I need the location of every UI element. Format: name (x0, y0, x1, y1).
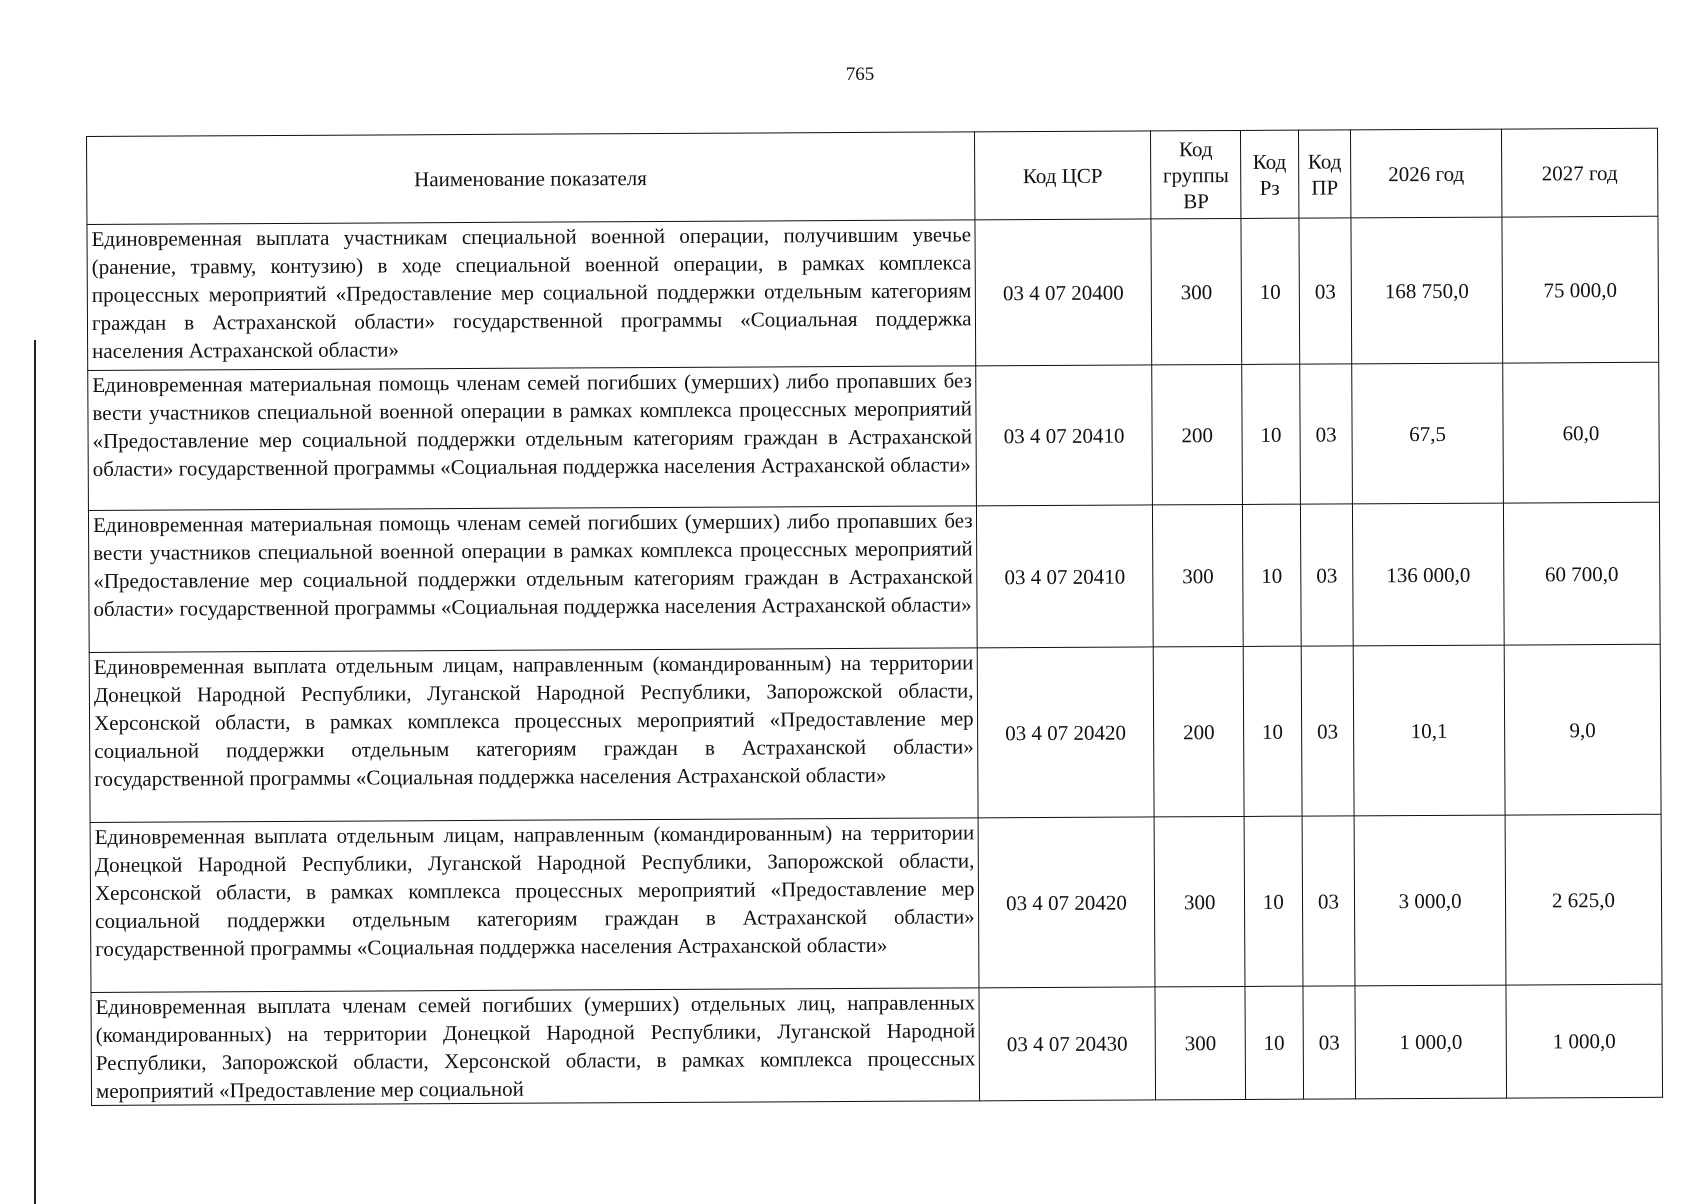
cell-csr: 03 4 07 20420 (978, 817, 1156, 988)
cell-pr: 03 (1302, 816, 1355, 986)
cell-2026: 168 750,0 (1351, 217, 1502, 364)
cell-2026: 136 000,0 (1353, 503, 1504, 646)
cell-pr: 03 (1303, 986, 1356, 1099)
cell-2027: 1 000,0 (1506, 984, 1663, 1098)
cell-2027: 60,0 (1503, 362, 1660, 503)
cell-2027: 2 625,0 (1505, 814, 1662, 985)
cell-2026: 10,1 (1353, 645, 1505, 816)
table-row (89, 644, 1661, 822)
cell-pr: 03 (1301, 646, 1354, 816)
header-csr: Код ЦСР (974, 131, 1151, 220)
table-row (90, 814, 1662, 992)
budget-table-container (86, 128, 1663, 1106)
cell-vr: 300 (1155, 816, 1245, 986)
scan-margin-line (34, 340, 36, 1204)
cell-rz: 10 (1241, 218, 1300, 364)
header-2027: 2027 год (1501, 128, 1658, 217)
cell-vr: 300 (1151, 218, 1241, 364)
cell-csr: 03 4 07 20410 (976, 505, 1154, 648)
cell-pr: 03 (1300, 504, 1353, 646)
table-row (88, 362, 1660, 510)
table-row (87, 216, 1659, 370)
budget-table (86, 128, 1663, 1106)
cell-2026: 1 000,0 (1355, 985, 1506, 1099)
cell-csr: 03 4 07 20420 (977, 647, 1155, 818)
cell-csr: 03 4 07 20400 (975, 219, 1153, 366)
cell-2027: 75 000,0 (1502, 216, 1659, 363)
cell-name: Единовременная выплата членам семей погибших (умерших) отдельных лиц, направленных (командированных) на территории Донецкой Народной Республики, Луганской Народной Республики, Запорожской области, Херсонской области, в рамках комплекса процессных мероприятий «Предоставление мер социальной (91, 988, 979, 1106)
cell-vr: 300 (1155, 986, 1245, 1099)
header-2026: 2026 год (1351, 129, 1502, 218)
cell-csr: 03 4 07 20430 (979, 987, 1156, 1101)
header-rz: Код Рз (1240, 130, 1298, 218)
cell-vr: 200 (1152, 364, 1242, 504)
cell-rz: 10 (1244, 816, 1303, 986)
cell-2027: 9,0 (1504, 644, 1661, 815)
cell-name: Единовременная материальная помощь членам семей погибших (умерших) либо пропавших без вести участников специальной военной операции в рамках комплекса процессных мероприятий «Предоставление мер социальной поддержки отдельным категориям граждан в Астраханской области» государственной программы «Социальная поддержка населения Астраханской области» (88, 506, 976, 653)
cell-name: Единовременная выплата участникам специальной военной операции, получившим увечье (ранение, травму, контузию) в ходе специальной военной операции, в рамках комплекса процессных мероприятий «Предоставление мер социальной поддержки отдельным категориям граждан в Астраханской области» государственной программы «Социальная поддержка населения Астраханской области» (87, 220, 975, 371)
cell-vr: 200 (1154, 646, 1244, 816)
cell-pr: 03 (1300, 364, 1353, 504)
header-name: Наименование показателя (87, 132, 975, 225)
cell-name: Единовременная выплата отдельным лицам, направленным (командированным) на территории Донецкой Народной Республики, Луганской Народной Республики, Запорожской области, Херсонской области, в рамках комплекса процессных мероприятий «Предоставление мер социальной поддержки отдельным категориям граждан в Астраханской области» государственной программы «Социальная поддержка населения Астраханской области» (90, 818, 978, 993)
table-header-row (87, 128, 1658, 224)
cell-name: Единовременная материальная помощь членам семей погибших (умерших) либо пропавших без вести участников специальной военной операции в рамках комплекса процессных мероприятий «Предоставление мер социальной поддержки отдельным категориям граждан в Астраханской области» государственной программы «Социальная поддержка населения Астраханской области» (88, 366, 976, 511)
table-row (88, 502, 1660, 652)
header-vr: Код группы ВР (1151, 130, 1241, 218)
page-number: 765 (845, 64, 875, 85)
cell-name: Единовременная выплата отдельным лицам, направленным (командированным) на территории Донецкой Народной Республики, Луганской Народной Республики, Запорожской области, Херсонской области, в рамках комплекса процессных мероприятий «Предоставление мер социальной поддержки отдельным категориям граждан в Астраханской области» государственной программы «Социальная поддержка населения Астраханской области» (89, 648, 977, 823)
cell-rz: 10 (1242, 504, 1301, 646)
cell-csr: 03 4 07 20410 (975, 365, 1153, 506)
cell-rz: 10 (1245, 986, 1303, 1099)
cell-rz: 10 (1243, 646, 1302, 816)
cell-2027: 60 700,0 (1503, 502, 1660, 645)
cell-pr: 03 (1299, 218, 1352, 364)
table-row (91, 984, 1663, 1105)
header-pr: Код ПР (1298, 130, 1351, 218)
cell-2026: 67,5 (1352, 363, 1503, 504)
cell-2026: 3 000,0 (1354, 815, 1506, 986)
cell-vr: 300 (1153, 504, 1243, 646)
cell-rz: 10 (1242, 364, 1301, 504)
